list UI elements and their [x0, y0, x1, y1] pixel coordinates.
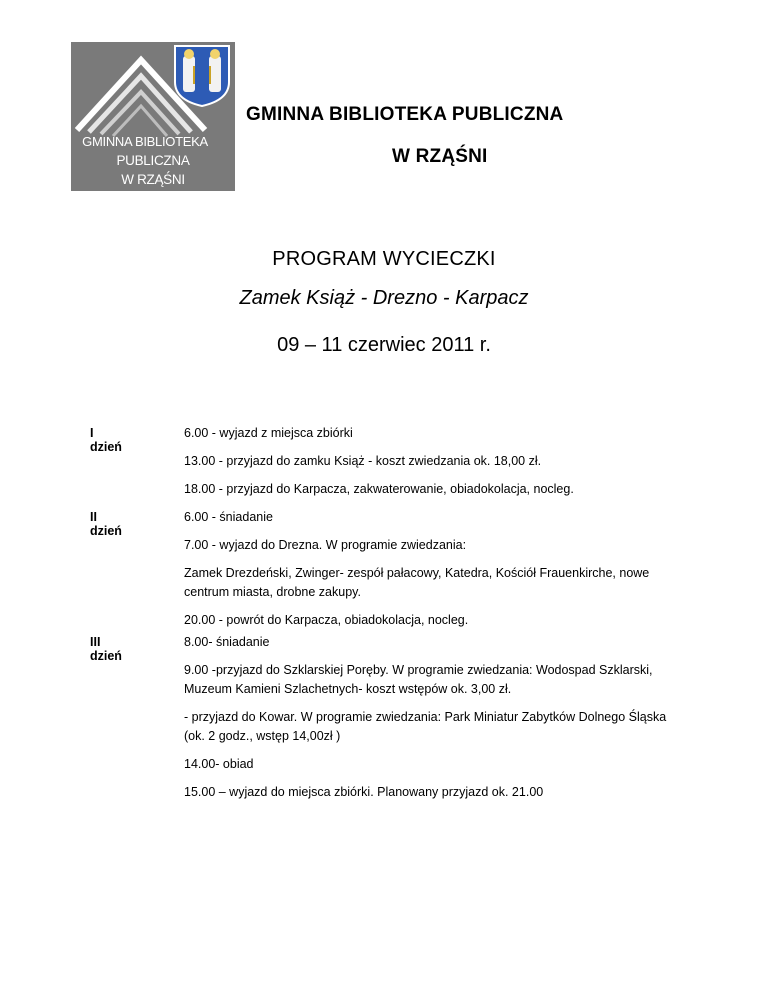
schedule-item: 13.00 - przyjazd do zamku Książ - koszt zwiedzania ok. 18,00 zł.: [184, 454, 542, 468]
logo-text-line3: W RZĄŚNI: [121, 172, 185, 187]
schedule-item: 8.00- śniadanie: [184, 635, 270, 649]
schedule-item: 18.00 - przyjazd do Karpacza, zakwaterowanie, obiadokolacja, nocleg.: [184, 482, 574, 496]
schedule-item: Zamek Drezdeński, Zwinger- zespół pałacowy, Katedra, Kościół Frauenkirche, nowe centrum miasta, drobne zakupy.: [184, 566, 650, 599]
schedule-item: 6.00 - wyjazd z miejsca zbiórki: [184, 426, 353, 440]
trip-dates: 09 – 11 czerwiec 2011 r.: [277, 334, 491, 356]
coat-of-arms-icon: [175, 46, 229, 106]
day-label: II dzień: [90, 510, 122, 538]
schedule-item: 6.00 - śniadanie: [184, 510, 273, 524]
library-logo: [71, 42, 235, 191]
schedule-item: 9.00 -przyjazd do Szklarskiej Poręby. W programie zwiedzania: Wodospad Szklarski, Muzeum Kamieni Szlachetnych- koszt wstępów ok. 3,00 zł.: [184, 663, 653, 696]
program-title: PROGRAM WYCIECZKI: [272, 248, 496, 270]
library-name-line1: GMINNA BIBLIOTEKA PUBLICZNA: [246, 104, 564, 125]
schedule-item: 15.00 – wyjazd do miejsca zbiórki. Planowany przyjazd ok. 21.00: [184, 785, 544, 799]
schedule-item: 7.00 - wyjazd do Drezna. W programie zwiedzania:: [184, 538, 467, 552]
schedule-item: 20.00 - powrót do Karpacza, obiadokolacja, nocleg.: [184, 613, 469, 627]
library-name-line2: W RZĄŚNI: [392, 146, 488, 167]
day-label: I dzień: [90, 426, 122, 454]
logo-text-line1: GMINNA BIBLIOTEKA: [82, 134, 208, 149]
schedule-item: - przyjazd do Kowar. W programie zwiedzania: Park Miniatur Zabytków Dolnego Śląska (ok. 2 godz., wstęp 14,00zł ): [184, 710, 667, 743]
schedule-item: 14.00- obiad: [184, 757, 254, 771]
logo-text-line2: PUBLICZNA: [116, 153, 190, 168]
trip-route: Zamek Książ - Drezno - Karpacz: [239, 287, 529, 309]
day-label: III dzień: [90, 635, 122, 663]
